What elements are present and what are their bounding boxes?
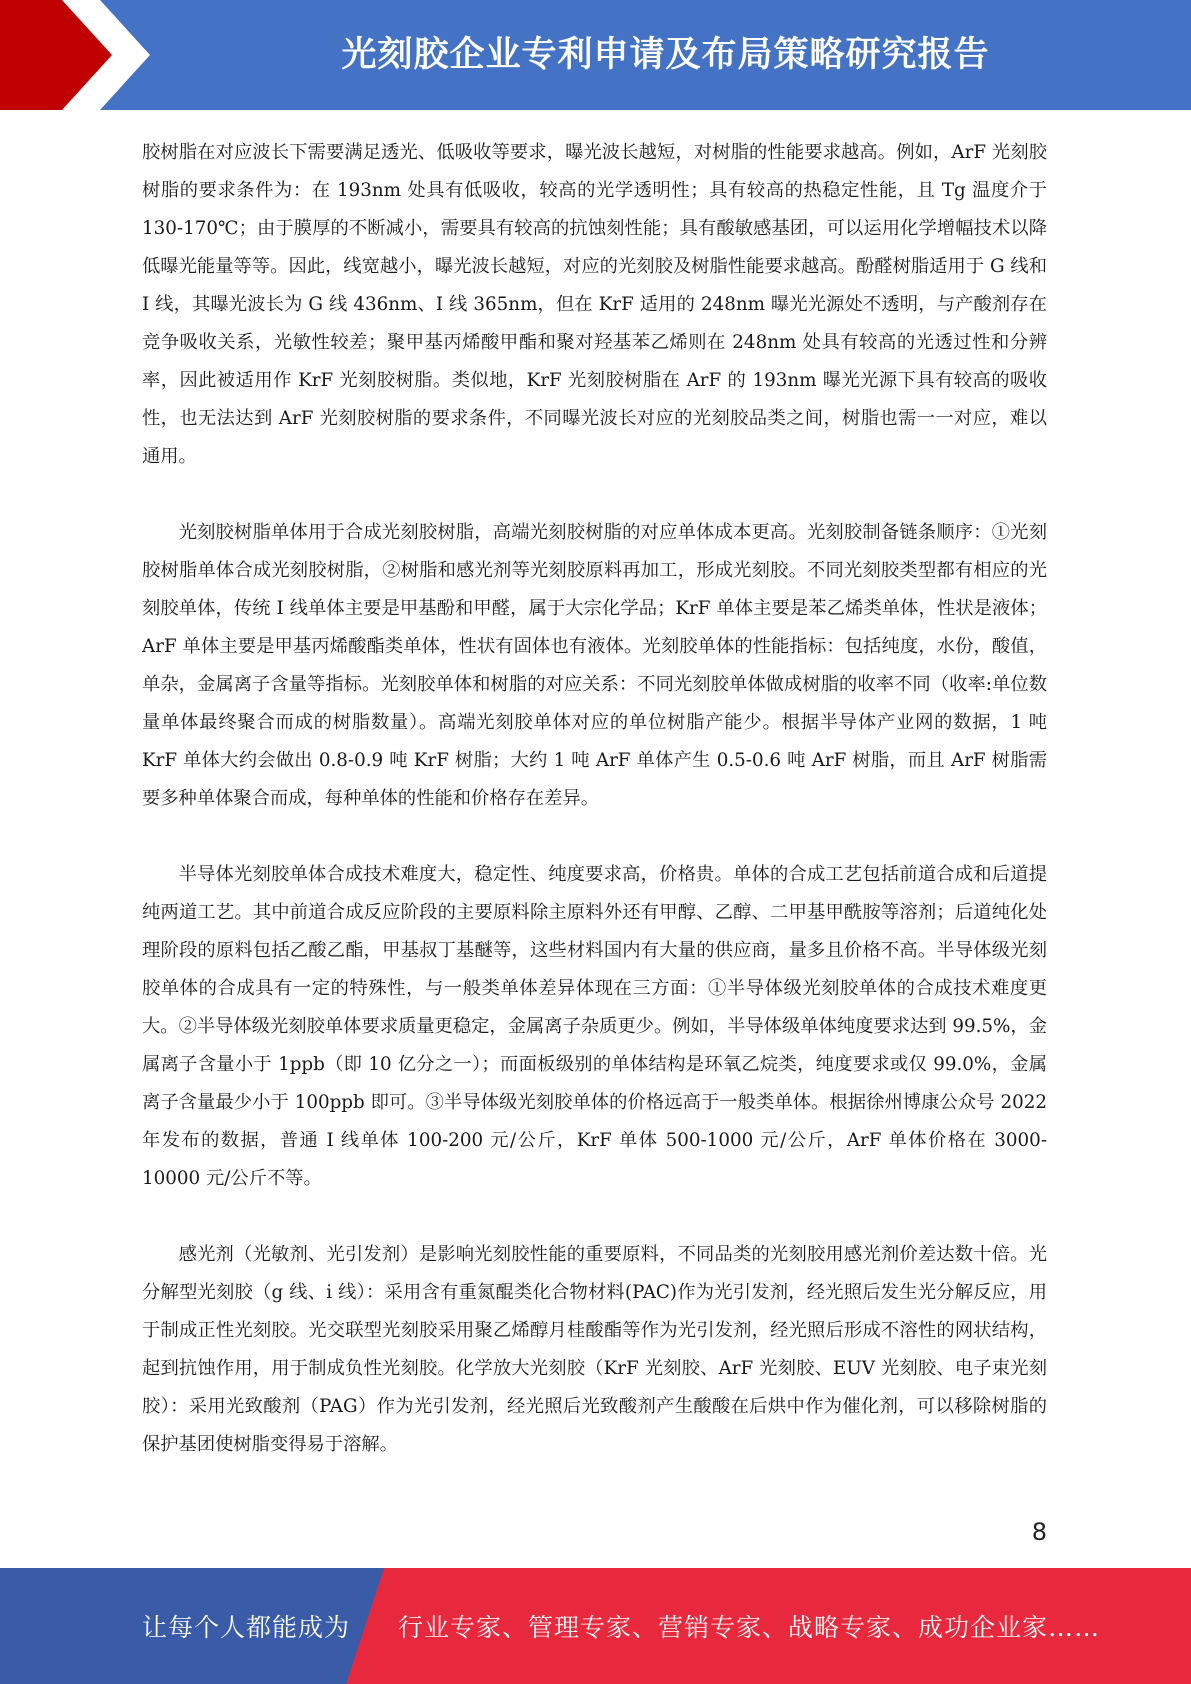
header-flag-icon (0, 0, 150, 110)
body-content (142, 134, 1047, 1464)
report-title: 光刻胶企业专利申请及布局策略研究报告 (341, 35, 990, 75)
page-number: 8 (1031, 1518, 1047, 1546)
paragraph-resin-requirements: 胶树脂在对应波长下需要满足透光、低吸收等要求，曝光波长越短，对树脂的性能要求越高。例如，ArF 光刻胶树脂的要求条件为：在 193nm 处具有低吸收，较高的光学透明性；具有较高的热稳定性能，且 Tg 温度介于 130-170℃；由于膜厚的不断减小，需要具有较高的抗蚀刻性能；具有酸敏感基团，可以运用化学增幅技术以降低曝光能量等等。因此，线宽越小，曝光波长越短，对应的光刻胶及树脂性能要求越高。酚醛树脂适用于 G 线和 I 线，其曝光波长为 G 线 436nm、I 线 365nm，但在 KrF 适用的 248nm 曝光光源处不透明，与产酸剂存在竞争吸收关系，光敏性较差；聚甲基丙烯酸甲酯和聚对羟基苯乙烯则在 248nm 处具有较高的光透过性和分辨率，因此被适用作 KrF 光刻胶树脂。类似地，KrF 光刻胶树脂在 ArF 的 193nm 曝光光源下具有较高的吸收性，也无法达到 ArF 光刻胶树脂的要求条件，不同曝光波长对应的光刻胶品类之间，树脂也需一一对应，难以通用。 (142, 142, 1047, 467)
page-header (0, 0, 1191, 110)
paragraph-resin-monomers: 光刻胶树脂单体用于合成光刻胶树脂，高端光刻胶树脂的对应单体成本更高。光刻胶制备链条顺序：①光刻胶树脂单体合成光刻胶树脂，②树脂和感光剂等光刻胶原料再加工，形成光刻胶。不同光刻胶类型都有相应的光刻胶单体，传统 I 线单体主要是甲基酚和甲醛，属于大宗化学品；KrF 单体主要是苯乙烯类单体，性状是液体；ArF 单体主要是甲基丙烯酸酯类单体，性状有固体也有液体。光刻胶单体的性能指标：包括纯度，水份，酸值，单杂，金属离子含量等指标。光刻胶单体和树脂的对应关系：不同光刻胶单体做成树脂的收率不同（收率:单位数量单体最终聚合而成的树脂数量）。高端光刻胶单体对应的单位树脂产能少。根据半导体产业网的数据，1 吨 KrF 单体大约会做出 0.8-0.9 吨 KrF 树脂；大约 1 吨 ArF 单体产生 0.5-0.6 吨 ArF 树脂，而且 ArF 树脂需要多种单体聚合而成，每种单体的性能和价格存在差异。 (142, 522, 1047, 809)
paragraph-photosensitizer: 感光剂（光敏剂、光引发剂）是影响光刻胶性能的重要原料，不同品类的光刻胶用感光剂价差达数十倍。光分解型光刻胶（g 线、i 线）：采用含有重氮醌类化合物材料(PAC)作为光引发剂，经光照后发生光分解反应，用于制成正性光刻胶。光交联型光刻胶采用聚乙烯醇月桂酸酯等作为光引发剂，经光照后形成不溶性的网状结构，起到抗蚀作用，用于制成负性光刻胶。化学放大光刻胶（KrF 光刻胶、ArF 光刻胶、EUV 光刻胶、电子束光刻胶）：采用光致酸剂（PAG）作为光引发剂，经光照后光致酸剂产生酸酸在后烘中作为催化剂，可以移除树脂的保护基团使树脂变得易于溶解。 (142, 1244, 1047, 1455)
paragraph-monomer-synthesis: 半导体光刻胶单体合成技术难度大，稳定性、纯度要求高，价格贵。单体的合成工艺包括前道合成和后道提纯两道工艺。其中前道合成反应阶段的主要原料除主原料外还有甲醇、乙醇、二甲基甲酰胺等溶剂；后道纯化处理阶段的原料包括乙酸乙酯，甲基叔丁基醚等，这些材料国内有大量的供应商，量多且价格不高。半导体级光刻胶单体的合成具有一定的特殊性，与一般类单体差异体现在三方面：①半导体级光刻胶单体的合成技术难度更大。②半导体级光刻胶单体要求质量更稳定，金属离子杂质更少。例如，半导体级单体纯度要求达到 99.5%，金属离子含量小于 1ppb（即 10 亿分之一）；而面板级别的单体结构是环氧乙烷类，纯度要求或仅 99.0%，金属离子含量最少小于 100ppb 即可。③半导体级光刻胶单体的价格远高于一般类单体。根据徐州博康公众号 2022 年发布的数据，普通 I 线单体 100-200 元/公斤，KrF 单体 500-1000 元/公斤，ArF 单体价格在 3000-10000 元/公斤不等。 (142, 864, 1047, 1189)
footer-slogan-roles: 行业专家、管理专家、营销专家、战略专家、成功企业家…… (398, 1613, 1101, 1642)
footer-slogan-lead: 让每个人都能成为 (142, 1613, 351, 1642)
page-footer (0, 1568, 1191, 1684)
